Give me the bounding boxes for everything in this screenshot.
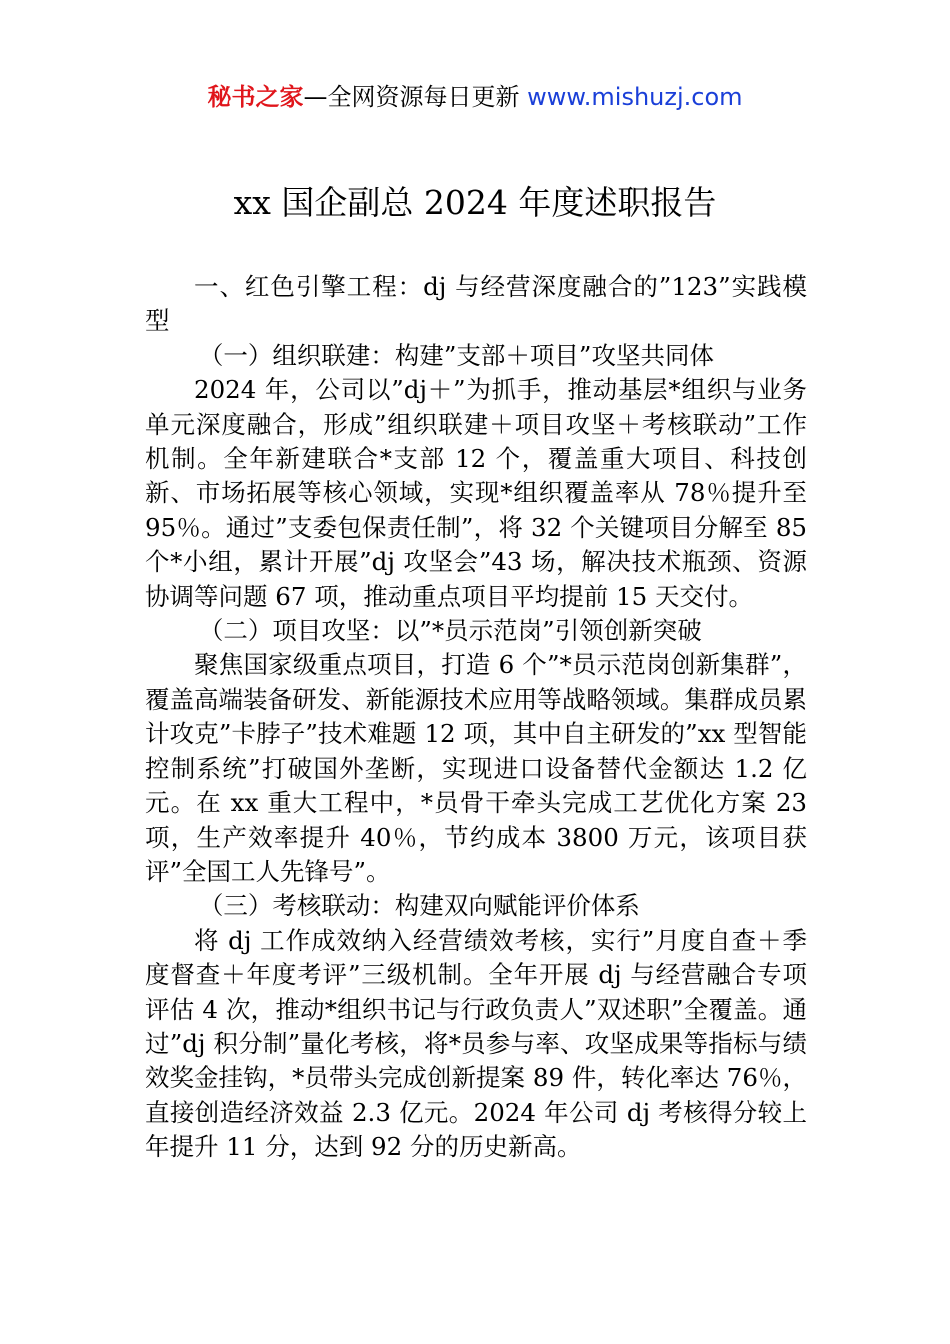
site-header — [0, 80, 950, 114]
body-paragraph: 将 dj 工作成效纳入经营绩效考核，实行”月度自查＋季度督查＋年度考评”三级机制。全年开展 dj 与经营融合专项评估 4 次，推动*组织书记与行政负责人”双述职”全覆盖。通过”dj 积分制”量化考核，将*员参与率、攻坚成果等指标与绩效奖金挂钩，*员带头完成创新提案 89 件，转化率达 76％，直接创造经济效益 2.3 亿元。2024 年公司 dj 考核得分较上年提升 11 分，达到 92 分的历史新高。 — [145, 925, 807, 1162]
section-heading: 一、红色引擎工程：dj 与经营深度融合的”123”实践模型 — [145, 272, 807, 336]
site-url-link[interactable]: www.mishuzj.com — [527, 83, 743, 111]
subsection-heading: （三）考核联动：构建双向赋能评价体系 — [198, 891, 640, 921]
header-tagline: —全网资源每日更新 — [303, 83, 520, 111]
subsection-heading: （二）项目攻坚：以”*员示范岗”引领创新突破 — [198, 616, 702, 646]
subsection-heading: （一）组织联建：构建”支部＋项目”攻坚共同体 — [198, 340, 714, 370]
body-paragraph: 聚焦国家级重点项目，打造 6 个”*员示范岗创新集群”，覆盖高端装备研发、新能源技术应用等战略领域。集群成员累计攻克”卡脖子”技术难题 12 项，其中自主研发的”xx 型智能控制系统”打破国外垄断，实现进口设备替代金额达 1.2 亿元。在 xx 重大工程中，*员骨干牵头完成工艺优化方案 23 项，生产效率提升 40％，节约成本 3800 万元，该项目获评”全国工人先锋号”。 — [145, 650, 807, 886]
body-paragraph: 2024 年，公司以”dj＋”为抓手，推动基层*组织与业务单元深度融合，形成”组织联建＋项目攻坚＋考核联动”工作机制。全年新建联合*支部 12 个，覆盖重大项目、科技创新、市场拓展等核心领域，实现*组织覆盖率从 78％提升至 95％。通过”支委包保责任制”，将 32 个关键项目分解至 85 个*小组，累计开展”dj 攻坚会”43 场，解决技术瓶颈、资源协调等问题 67 项，推动重点项目平均提前 15 天交付。 — [145, 375, 807, 611]
brand-name: 秘书之家 — [207, 83, 304, 111]
document-body — [145, 270, 807, 1165]
document-title: xx 国企副总 2024 年度述职报告 — [233, 183, 717, 222]
